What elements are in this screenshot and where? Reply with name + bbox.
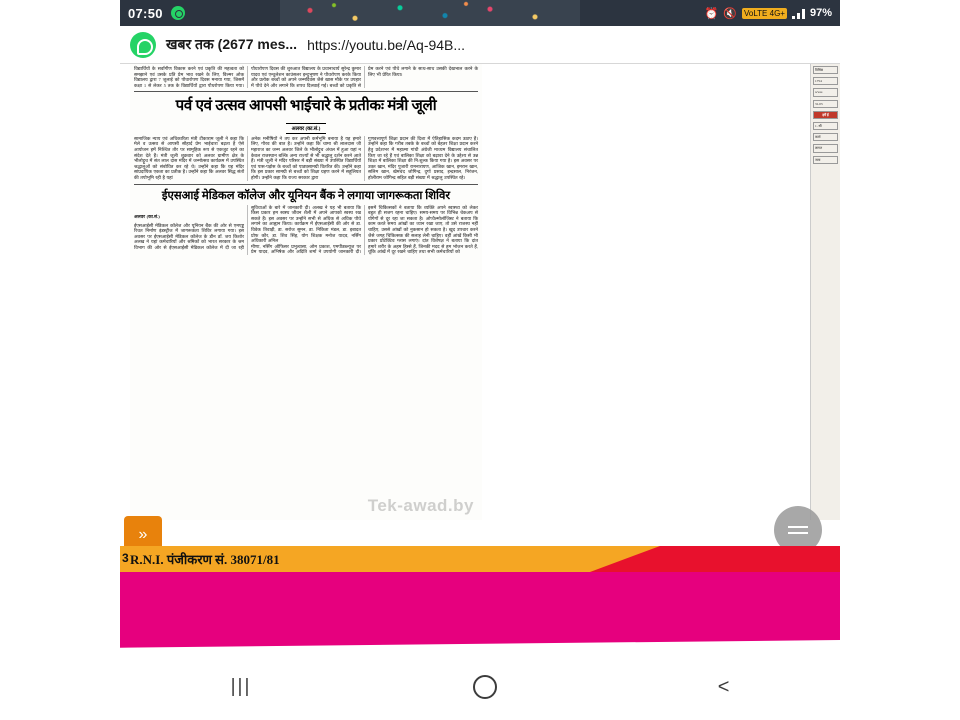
divider — [134, 184, 478, 185]
sliver-box-4: 31.03 — [813, 100, 838, 108]
sliver-box-6: 1. श्री — [813, 122, 838, 130]
footer-red-wedge — [590, 546, 840, 572]
notification-link[interactable]: https://youtu.be/Aq-94B... — [307, 36, 466, 53]
status-bar — [120, 0, 840, 26]
whatsapp-icon — [130, 32, 156, 58]
mute-icon: 🔇 — [723, 7, 737, 20]
sliver-box-9: जमा — [813, 156, 838, 164]
android-nav-bar — [120, 654, 840, 720]
menu-bar — [788, 526, 808, 528]
menu-bar — [788, 532, 808, 534]
article-body-2-col-1: ईएसआईसी मेडिकल कॉलेज और यूनियन बैंक की ओर से एमएड्ड रिथत निर्माण इंडस्ट्रीज में जागरूकता शिविर लगाया गया। इस अवसर पर ईएसआईसी मेडिकल कॉलेज के डीन डॉ. जय किशोर अलख ने यहां कर्मचारियों और श्रमिकों को भारत सरकार के श्रम विभाग की ओर से ईएसआईसी मेडिकल कॉलेज में दी जा रही सुविधाओं के बारे में जानकारी दी। अलख ने यह भी बताया कि किस प्रकार हम स्वस्थ जीवन शैली में अपने आपको स्वस्थ रख सकते हैं। इस अवसर पर उन्होंने सभी से अधिक से अधिक पौधे लगाने का आह्वान किया। कार्यक्रम में ईएसआईसी की ओर से डा. विवेक तिवाड़ी, डा. सरोज सुमन, डा. निकिता मंडल, डा. इबादत प्रोफ कौर, डा. शिव सिंह, योग शिक्षक मनोज यादव, नर्सिंग अधिकारी अनिल — [134, 204, 361, 250]
double-chevron-right-icon[interactable]: » — [124, 516, 162, 554]
newspaper-footer-strip — [120, 546, 840, 572]
network-badge: VoLTE 4G+ — [743, 8, 785, 18]
status-bar-left-icons — [171, 6, 185, 20]
notification-title: खबर तक (2677 mes... — [166, 36, 298, 52]
article-body-1 — [134, 136, 478, 181]
recents-icon[interactable]: ||| — [230, 676, 252, 697]
status-bar-wallpaper — [280, 0, 580, 26]
article-body-1-col-1: सामाजिक न्याय एवं अधिकारिता मंत्री टीकाराम जूली ने कहा कि मेले व उत्सव से आपसी सौहार्द प्रेम भाईचारा बढ़ता है ऐसे आयोजन हमें निश्चित तौर पर सामूहिक रूप से एकजुट रहने का संदेश देते हैं। मंत्री जूली शुक्रवार को अलवर ग्रामीण क्षेत्र के भीलोट्टूच में संत लाल दास मंदिर में जन्मोत्सव कार्यक्रम में उपस्थित श्रद्धालुओं को संबोधित कर रहे थे। उन्होंने कहा कि यह मंदिर सांप्रदायिक एकता का प्रतीक है। उन्होंने कहा कि अलवर सिद्ध संतों की तपोभूमि रही है यहां — [134, 135, 245, 181]
adjacent-page-sliver[interactable] — [810, 64, 840, 520]
battery-label: 97% — [809, 7, 832, 19]
sliver-box-7: कार्य — [813, 133, 838, 141]
signal-bars-icon — [792, 8, 805, 19]
article-dateline-2: अलवर (का.सं.) — [134, 213, 160, 219]
home-icon[interactable] — [473, 675, 497, 699]
newspaper-content — [130, 64, 482, 520]
article-body-1-col-2: अनेक मनीषियों ने तप कर अपनी कर्मभूमि बनाया है यह हमारे लिए, गौरव की बात है। उन्होंने कहा कि चामा श्री लालदास जी महाराज का जन्म अलवर जिले के भीलोट्टूच अंचल में हुआ यहां न केवल राजस्थान बल्कि अन्य राज्यों से भी श्रद्धालु दर्शन करने आते हैं। मंत्री जूली ने मंदिर परिसर में बड़ी संख्या में उपस्थित विद्यार्थियों एवं पास-पड़ोस के बच्चों को पाठ्यसामग्री वितरित की। उन्होंने कहा कि इस प्रकार सामग्री से बच्चों को शिक्षा ग्रहण करने में सहूलियत होगी। उन्होंने कहा कि राज्य सरकार द्वारा — [251, 135, 361, 181]
advertisement-block[interactable] — [120, 572, 840, 654]
footer-rni-text: R.N.I. पंजीकरण सं. 38071/81 — [130, 552, 280, 567]
status-bar-right-icons — [705, 7, 832, 20]
alarm-icon: ⏰ — [704, 7, 719, 20]
article-lead — [134, 66, 478, 88]
sliver-box-8: लागत — [813, 144, 838, 152]
sliver-box-5: हमें ई — [813, 111, 838, 119]
watermark: Tek-awad.by — [367, 496, 474, 515]
back-icon[interactable]: < — [717, 675, 730, 698]
article-body-1-col-3: गुणवत्तापूर्ण शिक्षा प्रदान की दिशा में ऐतिहासिक कदम उठाए हैं। उन्होंने कहा कि गरीब तबके के बच्चों को बेहतर शिक्षा प्रदान करने हेतु प्रदेशभर में महात्मा गांधी अंग्रेजी माध्यम विद्यालय संचालित किए जा रहे हैं एवं बालिका शिक्षा को बढ़ावा देने के उद्देश्य से उन्न शिक्षा में बालिका शिक्षा की नि:शुल्क किया गया है। इस अवसर पर उक्त खान, मंदिर पुजारी रामनारायण, आजिक खान, इमरान खान, सलिम खान, खेमचंद जोगिन्द्र, दुर्गा प्रसाद, इन्द्रसाल, निरंजन, होलीराम जोगिन्द्र सहित बड़ी संख्या में श्रद्धालु उपस्थित रहे। — [368, 135, 478, 181]
divider — [134, 91, 478, 92]
footer-page-number: 3 — [122, 551, 129, 565]
notification-banner[interactable] — [120, 26, 840, 64]
desktop-background-right — [840, 0, 960, 720]
status-bar-clock: 07:50 — [128, 5, 163, 21]
article-dateline-1: अलवर (का.सं.) — [286, 123, 327, 134]
article-lead-text: विद्यार्थियों के सर्वांगीण विकास करने एवं प्रकृति की महत्वता को समझाने एवं उसके प्रति प्रेम भाव रखने के लिए, विल्मर ओक विद्यालय द्वारा 7 जुलाई को पौधारोपण दिवस मनाया गया, जिसमें कक्षा 1 से लेकर 5 तक के विद्यार्थियों द्वारा पौधरोपण किया गया। पौधारोपण दिवस की शुरुआत विद्यालय के प्रधानाचार्य सुरेन्द्र कुमार यादव एवं एन्थुलेशन काउंसलर इन्दुभूषण ने पौधरोपण करके किया और प्रत्येक बच्चों को अपने जन्मदिवस जैसे खास मौके पर उपहार में पौधे देने और लगाने कि शपथ दिलवाई गई। बच्चों को प्रकृति से प्रेम करने एवं पौधे लगाने के साथ-साथ उसकी देखभाल करने के लिए भी प्रेरित किया। — [134, 66, 478, 88]
article-body-2-col-2: मीणा, नर्सिंग ऑफिसर प्रभुत्वासा, ओम प्रकाश, एमपीडब्ल्यूज पर प्रेम यादव, अभिषेक और अदिति शर्मा ने उपयोगी जानकारी दी। इसमें चिकित्सकों ने बताया कि व्यक्ति अपने स्वास्थ्य को लेकर बहुत ही सजग रहना चाहिए। समय-समय पर विभिन्न चेकअप से योगेगों से दूर रहा जा सकता है। ओप्थैल्मोलॉजिस्ट ने बताया कि काम करते समय आंखों का ध्यान रखा जाए, तो उसे राजस्थ नहीं चाहिए, उससे आंखों को नुकसान हो सकता है। खुद उपचार करने जैसे जगह चिकित्सक की सलाह लेनी चाहिए। वहीं आंखें किसी भी प्रकार प्रोटेक्टिव ग्लास लगाएं। दांत विशेषज्ञ ने बताया कि दांत हमारे शरीर के अहम हिस्से हैं, जिनकी मदद से हम भोजन करते हैं, चूंकि आंखें में दूर रखने चाहिए तथा सभी कर्मचारियों को — [251, 204, 478, 255]
newspaper-page[interactable] — [120, 64, 840, 520]
sliver-box-3: www. — [813, 88, 838, 96]
whatsapp-icon — [171, 6, 185, 20]
sliver-box-2: 1754 — [813, 77, 838, 85]
article-headline-1: पर्व एवं उत्सव आपसी भाईचारे के प्रतीकः मंत्री जूली — [175, 98, 437, 115]
phone-screen — [120, 0, 840, 720]
article-body-2 — [134, 205, 478, 255]
article-headline-2: ईएसआई मेडिकल कॉलेज और यूनियन बैंक ने लगाया जागरूकता शिविर — [161, 189, 451, 202]
article-dateline-1-wrap — [134, 117, 478, 136]
sliver-box-1: विभिन्न — [813, 66, 838, 74]
